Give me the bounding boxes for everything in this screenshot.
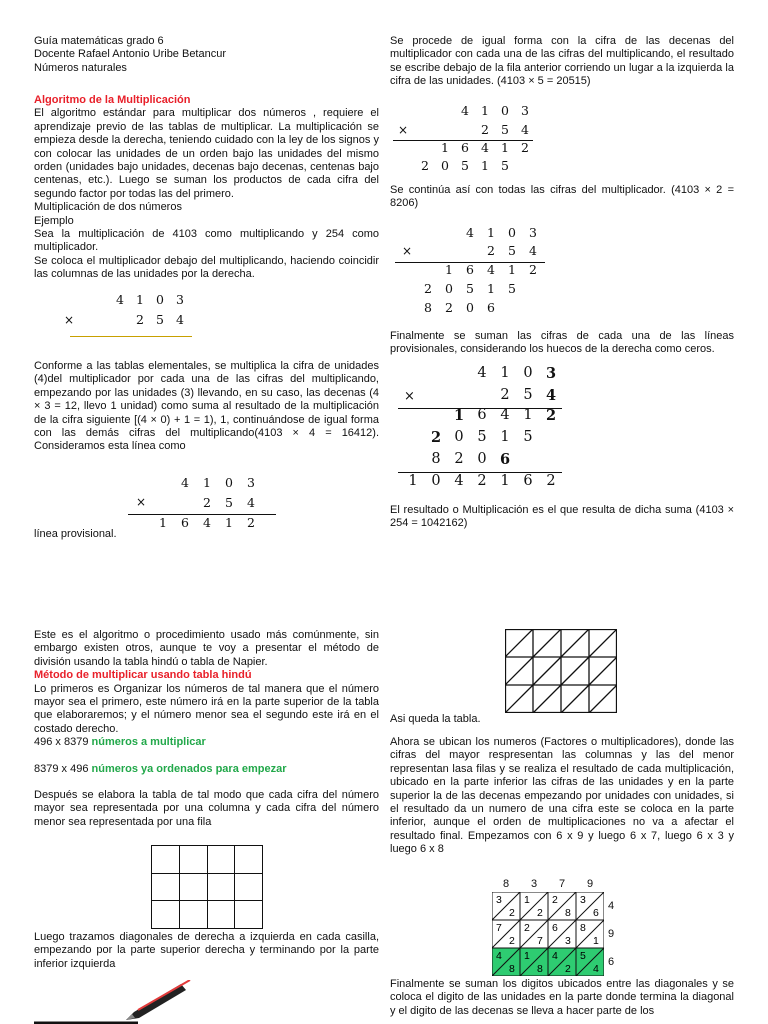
digit: 4	[481, 140, 489, 155]
digit: 2	[454, 451, 464, 467]
digit: 3	[529, 225, 537, 240]
digit: 4	[487, 262, 495, 277]
digit: 0	[431, 473, 441, 489]
digit: 5	[225, 495, 233, 510]
digit: 1	[501, 140, 509, 155]
napier-tens-digit: 4	[496, 950, 502, 962]
tens-paragraph: Se procede de igual forma con la cifra de las decenas del multiplicador con cada una de las cifras del multiplicando, el resultado se escribe debajo de la fila anterior corriendo un lugar a la izquierda la cifra de las unidades. (4103 × 5 = 20515)	[390, 35, 734, 88]
digit: 0	[441, 158, 449, 173]
math3-multiplicand	[455, 104, 545, 120]
grid-cell	[152, 901, 180, 929]
grid-cell	[235, 901, 263, 929]
digit: 1	[408, 473, 418, 489]
digit: 2	[545, 407, 557, 424]
example-paragraph: Sea la multiplicación de 4103 como multiplicando y 254 como multiplicador.	[34, 228, 379, 254]
math1-multiplier	[130, 313, 190, 329]
grid-cell	[152, 846, 180, 874]
algorithm-intro: El algoritmo estándar para multiplicar dos números , requiere el aprendizaje previo de las tablas de multiplicar. La multiplicación se empieza desde la derecha, teniendo cuidado con la ley de los signos y con colocar las unidades de un orden bajo las unidades del mismo orden (unidades bajo unidades, decenas bajo decenas, centenas bajo centenas, etc.). Luego se suman los productos de cada cifra del segundo factor por todas las del primero.	[34, 107, 379, 200]
napier-tens-digit: 4	[552, 950, 558, 962]
digit: 6	[461, 140, 469, 155]
digit: 3	[521, 103, 529, 118]
math5-multiplier	[495, 389, 585, 407]
math3-row1	[435, 141, 545, 157]
pencil-icon	[126, 984, 186, 1020]
napier-units-digit: 1	[593, 935, 599, 947]
digit: 1	[487, 281, 495, 296]
section-title-algorithm: Algoritmo de la Multiplicación	[34, 94, 191, 106]
digit: 2	[247, 515, 255, 530]
digit: 6	[499, 451, 511, 468]
digit: 4	[203, 515, 211, 530]
digit: 1	[500, 365, 510, 381]
digit: 1	[487, 225, 495, 240]
napier-tens-digit: 1	[524, 950, 530, 962]
digit: 5	[477, 429, 487, 445]
digit: 2	[424, 281, 432, 296]
times-sign: ×	[404, 389, 415, 404]
napier-top-digits	[492, 878, 604, 892]
digit: 2	[203, 495, 211, 510]
digit: 0	[445, 281, 453, 296]
digit: 6	[487, 300, 495, 315]
digit: 1	[500, 429, 510, 445]
table-result-text: Asi queda la tabla.	[390, 713, 481, 725]
napier-units-digit: 8	[565, 907, 571, 919]
digit: 1	[203, 475, 211, 490]
napier-units-digit: 8	[509, 963, 515, 975]
align-paragraph: Se coloca el multiplicador debajo del multiplicando, haciendo coincidir las columnas de las unidades por la derecha.	[34, 254, 379, 281]
times-sign: ×	[398, 123, 409, 137]
math5-total	[403, 475, 568, 493]
times-sign: ×	[402, 244, 413, 258]
digit: 5	[508, 243, 516, 258]
digit: 1	[441, 140, 449, 155]
napier-tens-digit: 5	[580, 950, 586, 962]
digit: 1	[136, 292, 144, 307]
grid-cell	[179, 873, 207, 901]
digit: 3	[545, 365, 557, 382]
numbers-a-label: números a multiplicar	[91, 736, 206, 749]
math1-rule	[70, 336, 192, 337]
napier-units-digit: 8	[537, 963, 543, 975]
digit: 8	[431, 451, 441, 467]
digit: 2	[529, 262, 537, 277]
section-title-napier: Método de multiplicar usando tabla hindú	[34, 669, 252, 682]
napier-top-digit: 8	[502, 878, 510, 890]
table-paragraph: Después se elabora la tabla de tal modo que cada cifra del número mayor sea representada por una columna y cada cifra del número menor sea representada por una fila	[34, 789, 379, 828]
math5-multiplicand	[472, 367, 582, 385]
digit: 1	[225, 515, 233, 530]
digit: 3	[176, 292, 184, 307]
digit: 4	[116, 292, 124, 307]
math3-multiplier	[475, 123, 545, 139]
digit: 1	[481, 103, 489, 118]
math4-row3	[418, 301, 508, 317]
numbers-line-a	[34, 736, 379, 749]
digit: 4	[500, 407, 510, 423]
math4-multiplicand	[460, 226, 550, 242]
provisional-line-text: línea provisional.	[34, 528, 117, 540]
continue-paragraph: Se continúa así con todas las cifras del multiplicador. (4103 × 2 = 8206)	[390, 184, 734, 210]
digit: 2	[546, 473, 556, 489]
explanation-paragraph: Conforme a las tablas elementales, se multiplica la cifra de unidades (4)del multiplicador por cada una de las cifras del multiplicando, empezando por las unidades (3) llevando, en su caso, las decenas (4 × 3 = 12, llevo 1 unidad) como suma al resultado de la multiplicación de la cifra siguiente [(4 × 0) + 1 = 1), 1, continuándose de igual forma con las demás cifras del multiplicando(4103 × 4 = 16412). Consideramos esta línea como	[34, 360, 379, 453]
digit: 4	[477, 365, 487, 381]
napier-tens-digit: 1	[524, 894, 530, 906]
digit: 4	[545, 387, 557, 404]
digit: 6	[523, 473, 533, 489]
grid-cell	[179, 846, 207, 874]
napier-tens-digit: 3	[580, 894, 586, 906]
digit: 2	[445, 300, 453, 315]
subtitle-example: Ejemplo	[34, 214, 74, 227]
digit: 5	[156, 312, 164, 327]
napier-units-digit: 4	[593, 963, 599, 975]
napier-side-digit: 9	[608, 928, 615, 940]
document-header	[34, 35, 379, 75]
digit: 6	[466, 262, 474, 277]
result-paragraph: El resultado o Multiplicación es el que resulta de dicha suma (4103 × 254 = 1042162)	[390, 504, 734, 530]
subtitle-two-numbers: Multiplicación de dos números	[34, 201, 182, 214]
digit: 1	[508, 262, 516, 277]
napier-top-digit: 9	[586, 878, 594, 890]
grid-cell	[179, 901, 207, 929]
digit: 2	[500, 387, 510, 403]
pencil-red-stroke	[138, 980, 190, 1010]
sum-paragraph: Finalmente se suman las cifras de cada una de las líneas provisionales, considerando los huecos de la derecha como ceros.	[390, 330, 734, 356]
digit: 5	[466, 281, 474, 296]
digit: 0	[466, 300, 474, 315]
math4-multiplier	[481, 244, 551, 260]
digit: 1	[523, 407, 533, 423]
diagonal-grid	[505, 629, 617, 713]
napier-top-digit: 7	[558, 878, 566, 890]
math5-row2	[426, 431, 546, 449]
grid-cell	[207, 873, 235, 901]
digit: 5	[501, 122, 509, 137]
napier-tens-digit: 2	[524, 922, 530, 934]
napier-intro: Este es el algoritmo o procedimiento usado más comúnmente, sin embargo existen otros, aunque te voy a presentar el método de división usando la tabla hindú o tabla de Napier.	[34, 629, 379, 668]
digit: 4	[454, 473, 464, 489]
math5-row1	[449, 409, 569, 427]
times-sign: ×	[64, 313, 75, 327]
multiplication-section	[34, 94, 379, 282]
math4-row1	[439, 263, 549, 279]
digit: 5	[508, 281, 516, 296]
digit: 4	[181, 475, 189, 490]
digit: 1	[159, 515, 167, 530]
organize-paragraph: Lo primeros es Organizar los números de tal manera que el número mayor sea el primero, este número irá en la parte superior de la tabla que elaboraremos; y el número menor sea el segundo este irá en el costado derecho.	[34, 682, 379, 735]
diagonals-paragraph: Luego trazamos diagonales de derecha a izquierda en cada casilla, empezando por la parte superior derecha y terminando por la parte inferior izquierda	[34, 931, 379, 970]
napier-units-digit: 2	[509, 907, 515, 919]
digit: 0	[501, 103, 509, 118]
digit: 0	[508, 225, 516, 240]
math2-multiplicand	[175, 476, 275, 492]
numbers-line-b	[34, 763, 379, 776]
napier-units-digit: 2	[537, 907, 543, 919]
digit: 0	[477, 451, 487, 467]
digit: 6	[477, 407, 487, 423]
digit: 5	[523, 429, 533, 445]
napier-units-digit: 2	[565, 963, 571, 975]
digit: 4	[247, 495, 255, 510]
math3-row2	[415, 159, 525, 175]
grid-cell	[235, 873, 263, 901]
napier-units-digit: 2	[509, 935, 515, 947]
digit: 0	[454, 429, 464, 445]
digit: 0	[156, 292, 164, 307]
digit: 1	[453, 407, 465, 424]
napier-side-digit: 4	[608, 900, 615, 912]
pencil-illustration	[34, 980, 194, 1024]
digit: 4	[461, 103, 469, 118]
digit: 2	[477, 473, 487, 489]
grid-cell	[207, 846, 235, 874]
digit: 3	[247, 475, 255, 490]
numbers-b-label: números ya ordenados para empezar	[91, 762, 287, 775]
header-line-1: Guía matemáticas grado 6	[34, 35, 164, 47]
math4-row2	[418, 282, 528, 298]
digit: 2	[521, 140, 529, 155]
digit: 2	[481, 122, 489, 137]
digit: 0	[225, 475, 233, 490]
grid-cell	[235, 846, 263, 874]
napier-section	[34, 629, 379, 829]
times-sign: ×	[136, 495, 147, 509]
empty-grid	[151, 845, 263, 929]
header-line-2: Docente Rafael Antonio Uribe Betancur	[34, 48, 227, 61]
digit: 5	[501, 158, 509, 173]
digit: 4	[529, 243, 537, 258]
digit: 5	[461, 158, 469, 173]
digit: 5	[523, 387, 533, 403]
placement-paragraph: Ahora se ubican los numeros (Factores o multiplicadores), donde las cifras del mayor respresentan las columnas y las del menor representan lasa filas y se realiza el resultado de cada multiplicación, ubicado en la parte inferior las cifras de las unidades y en la parte superior la de las decenas empezando por unidades con unidades, si el resultado da un numero de una cifra este se coloca en la parte inferior, aunque el orden de multiplicaciones no va a afectar el resultado final. Empezamos con 6 x 9 y luego 6 x 7, luego 6 x 3 y luego 6 x 8	[390, 736, 734, 856]
napier-tens-digit: 7	[496, 922, 502, 934]
numbers-a-text: 496 x 8379	[34, 736, 92, 749]
napier-grid	[492, 892, 604, 976]
math2-multiplier	[197, 496, 277, 512]
napier-top-digit: 3	[530, 878, 538, 890]
final-sum-paragraph: Finalmente se suman los digitos ubicados entre las diagonales y se coloca el digito de las unidades en la parte donde termina la diagonal y el digito de las decenas se lleva a hacer parte de los	[390, 978, 734, 1017]
napier-units-digit: 7	[537, 935, 543, 947]
digit: 2	[421, 158, 429, 173]
digit: 1	[500, 473, 510, 489]
digit: 8	[424, 300, 432, 315]
digit: 1	[445, 262, 453, 277]
digit: 4	[466, 225, 474, 240]
napier-units-digit: 6	[593, 907, 599, 919]
napier-tens-digit: 6	[552, 922, 558, 934]
napier-side-digits	[608, 892, 622, 976]
math5-row3	[426, 453, 526, 471]
napier-units-digit: 3	[565, 935, 571, 947]
digit: 2	[136, 312, 144, 327]
digit: 4	[521, 122, 529, 137]
napier-tens-digit: 3	[496, 894, 502, 906]
grid-cell	[152, 873, 180, 901]
grid-cell	[207, 901, 235, 929]
numbers-b-text: 8379 x 496	[34, 762, 92, 775]
digit: 2	[430, 429, 442, 446]
napier-tens-digit: 2	[552, 894, 558, 906]
digit: 2	[487, 243, 495, 258]
header-line-3: Números naturales	[34, 61, 127, 74]
digit: 4	[176, 312, 184, 327]
digit: 1	[481, 158, 489, 173]
napier-side-digit: 6	[608, 956, 615, 968]
digit: 0	[523, 365, 533, 381]
digit: 6	[181, 515, 189, 530]
math1-multiplicand	[110, 293, 190, 309]
napier-tens-digit: 8	[580, 922, 586, 934]
